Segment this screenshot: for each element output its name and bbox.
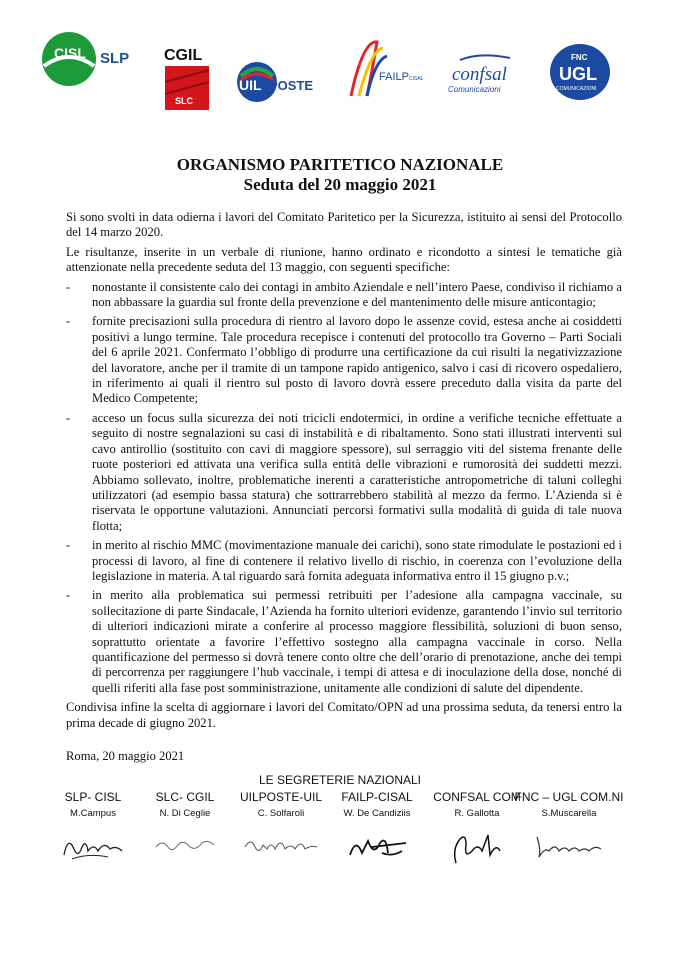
signature-block xyxy=(322,789,432,865)
bullet-marker: - xyxy=(66,588,71,603)
list-item-text: acceso un focus sulla sicurezza dei noti tricicli endotermici, in ordine a verifiche tecniche effettuate a seguito di nostre segnalazioni su casi di instabilità e di ribaltamento. Sono stati illustrati interventi sul cavo antirollio (sostituito con cavi di maggiore spessore), sul serraggio viti del sistema frenante delle ruote posteriori ed attivata una verifica sulla entità delle vibrazioni e rumorosità dei suddetti mezzi. Abbiamo sollevato, inoltre, problematiche inerenti a caratteristiche antropometriche di taluni colleghi utilizzatori (ad esempio bassa statura) che sottrarrebbero stabilità al mezzo da fermo. L’Azienda si è riservata le opportune valutazioni. Annunciati percorsi formativi sulla modalità di guida di tale nuova flotta; xyxy=(92,410,622,533)
svg-text:UIL: UIL xyxy=(239,77,262,93)
cgil-slc-logo xyxy=(163,42,211,112)
signature-block xyxy=(514,789,624,865)
title-line-1: ORGANISMO PARITETICO NAZIONALE xyxy=(176,155,504,174)
list-item-text: in merito al rischio MMC (movimentazione manuale dei carichi), sono state rimodulate le postazioni ed i processi di lavoro, al fine di contenere il relativo livello di rischio, in coerenza con l’evoluzione della legislazione in materia. A tal riguardo sarà fornita adeguata informativa entro il 15 giugno p.v.; xyxy=(92,538,622,583)
handwritten-signature xyxy=(342,829,412,865)
signature-block xyxy=(226,789,336,865)
list-item xyxy=(66,588,622,696)
handwritten-signature xyxy=(241,829,321,865)
list-item xyxy=(66,538,622,584)
fnc-ugl-logo xyxy=(545,42,615,102)
svg-text:UGL: UGL xyxy=(559,64,597,84)
svg-text:FNC: FNC xyxy=(571,53,588,62)
failp-cisal-logo xyxy=(343,36,423,102)
signature-name: W. De Candiziis xyxy=(343,808,411,819)
svg-text:CISAL: CISAL xyxy=(409,76,423,82)
list-item xyxy=(66,314,622,406)
confsal-logo xyxy=(440,50,522,98)
signature-name: M.Campus xyxy=(70,808,116,819)
title-line-2: Seduta del 20 maggio 2021 xyxy=(243,175,437,194)
list-item-text: in merito alla problematica sui permessi retribuiti per l’adesione alla campagna vaccinale, su sollecitazione di parte Sindacale, l’Azienda ha fornito ulteriori evidenze, garantendo l’invio sul territorio di ulteriori indicazioni mirate a conferire al processo maggiore flessibilità, soluzioni di buon senso, soprattutto orientate a favorire l’effettivo sostegno alla campagna vaccinale in corso. Nella quantificazione del permesso si dovrà tenere conto oltre che dell’orario di prenotazione, anche dei tempi di percorrenza per raggiungere l’hub vaccinale, i tempi di attesa e di inoculazione della dose, nonché di quelli riferiti alla fase post somministrazione, unitamente alle condizioni di salute del dipendente. xyxy=(92,588,622,695)
document-body xyxy=(66,210,622,768)
signature-org: SLC- CGIL xyxy=(155,790,215,804)
signature-name: R. Gallotta xyxy=(454,808,500,819)
svg-text:SLP: SLP xyxy=(100,50,130,67)
intro-paragraph: Si sono svolti in data odierna i lavori del Comitato Paritetico per la Sicurezza, istituito ai sensi del Protocollo del 14 marzo 2020. xyxy=(66,210,622,240)
svg-text:Comunicazioni: Comunicazioni xyxy=(448,85,501,94)
svg-text:CGIL: CGIL xyxy=(164,47,203,64)
list-item xyxy=(66,280,622,311)
svg-text:confsal: confsal xyxy=(452,64,507,85)
closing-paragraph: Condivisa infine la scelta di aggiornare i lavori del Comitato/OPN ad una prossima seduta, da tenersi entro la prima decade di giugno 2021. xyxy=(66,700,622,730)
signatures-header: LE SEGRETERIE NAZIONALI xyxy=(258,773,422,787)
document-date: Roma, 20 maggio 2021 xyxy=(66,749,185,763)
summary-paragraph: Le risultanze, inserite in un verbale di riunione, hanno ordinato e ricondotto a sintesi le tematiche già attenzionate nella precedente seduta del 13 maggio, con seguenti specifiche: xyxy=(66,244,622,275)
signature-org: CONFSAL COM xyxy=(433,790,521,804)
signature-org: SLP- CISL xyxy=(64,790,122,804)
list-item-text: nonostante il consistente calo dei contagi in ambito Aziendale e nell’intero Paese, condiviso il richiamo a non abbassare la guardia sul fronte della prevenzione e del mantenimento delle misure anticontagio; xyxy=(92,279,622,310)
bullet-list xyxy=(66,280,622,697)
handwritten-signature xyxy=(150,829,220,865)
handwritten-signature xyxy=(529,829,609,865)
bullet-marker: - xyxy=(66,279,71,294)
handwritten-signature xyxy=(58,829,128,865)
svg-text:COMUNICAZIONI: COMUNICAZIONI xyxy=(556,86,597,92)
bullet-marker: - xyxy=(66,538,71,553)
uilposte-logo xyxy=(235,58,325,106)
svg-text:SLC: SLC xyxy=(175,96,193,106)
bullet-marker: - xyxy=(66,314,71,329)
cisl-slp-logo xyxy=(40,28,140,90)
union-logos xyxy=(0,0,680,125)
svg-text:FAILP: FAILP xyxy=(379,71,409,83)
svg-text:CISL: CISL xyxy=(54,45,86,61)
list-item xyxy=(66,411,622,534)
handwritten-signature xyxy=(442,829,512,869)
signature-org: FNC – UGL COM.NI xyxy=(514,790,624,804)
document-title xyxy=(0,155,680,195)
bullet-marker: - xyxy=(66,410,71,425)
signature-name: C. Solfaroli xyxy=(257,808,305,819)
svg-text:POSTE: POSTE xyxy=(269,78,314,93)
signature-name: N. Di Ceglie xyxy=(159,808,211,819)
signature-org: UILPOSTE-UIL xyxy=(239,790,323,804)
signature-org: FAILP-CISAL xyxy=(341,790,413,804)
signatures-row xyxy=(38,789,638,939)
signature-block xyxy=(130,789,240,865)
signature-name: S.Muscarella xyxy=(541,808,597,819)
list-item-text: fornite precisazioni sulla procedura di rientro al lavoro dopo le assenze covid, estesa anche ai cosiddetti positivi a lungo termine. Tale procedura recepisce i contenuti del protocollo tra Governo – Parti Sociali del 6 aprile 2021. Confermato l’obbligo di produrre una certificazione da cui risulti la negativizzazione del lavoratore, anche per il tramite di un tampone rapido antigenico, salvo i casi di ricovero ospedaliero, in riferimento ai quali il rientro sul posto di lavoro dovrà essere preceduto dalla visita da parte del Medico Competente; xyxy=(92,314,622,406)
